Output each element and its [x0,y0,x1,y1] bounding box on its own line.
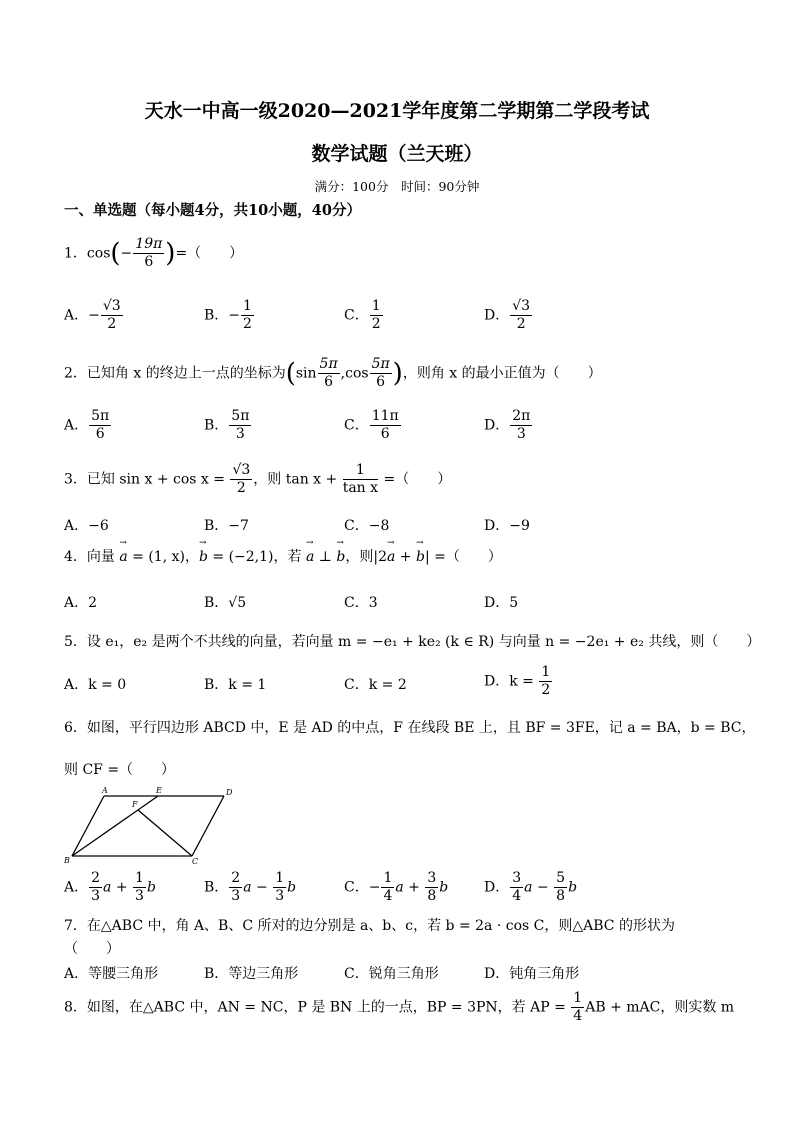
question-5: 5．设 e₁，e₂ 是两个不共线的向量，若向量 m = −e₁ + ke₂ (k ∈ R) 与向量 n = −2e₁ + e₂ 共线，则（ ） [64,634,761,650]
q4-option-b[interactable]: B．√5 [204,595,247,611]
q7-option-b[interactable]: B．等边三角形 [204,966,299,982]
q1-option-b[interactable]: B．− $\frac{1}{2}$ [204,298,252,332]
q1-option-c[interactable]: C． $\frac{1}{2}$ [344,298,381,332]
section-heading: 一、单选题（每小题4分，共10小题，40分） [64,202,361,219]
q2-option-c[interactable]: C． $\frac{11\pi}{6}$ [344,408,399,442]
question-6-line2: 则 CF =（ ） [64,762,176,778]
q5-option-a[interactable]: A．k = 0 [64,677,127,693]
label-b: B [64,856,70,865]
exam-meta: 满分：100分 时间：90分钟 [314,179,480,194]
q4-option-d[interactable]: D．5 [484,595,519,611]
q5-option-d[interactable]: D．k = $\frac{1}{2}$ [484,664,551,698]
q3-option-d[interactable]: D．−9 [484,518,530,534]
q2-option-b[interactable]: B． $\frac{5\pi}{3}$ [204,408,250,442]
question-8: 8．如图，在△ABC 中，AN = NC，P 是 BN 上的一点，BP = 3PN，若 AP = $\frac{1}{4}$ AB + mAC，则实数 m [64,990,735,1024]
q1-option-d[interactable]: D． $\frac{√3}{2}$ [484,298,531,332]
exam-title: 天水一中高一级2020—2021学年度第二学期第二学段考试 [144,100,650,122]
question-7-line2: （ ） [64,941,120,957]
edge-dc [192,796,224,856]
q4-option-a[interactable]: A．2 [64,595,98,611]
label-f: F [132,800,138,809]
q3-option-c[interactable]: C．−8 [344,518,390,534]
parallelogram-figure [64,786,234,866]
q7-option-a[interactable]: A．等腰三角形 [64,966,159,982]
label-d: D [226,788,233,797]
label-c: C [192,857,199,866]
q3-option-b[interactable]: B．−7 [204,518,249,534]
question-1: 1．cos(− $\frac{19\pi}{6}$ )=（ ） [64,236,244,270]
q5-option-c[interactable]: C．k = 2 [344,677,407,693]
question-4: 4．向量 → a = (1, x)，→ b = (−2,1)，若 → a ⊥ → b，则|2→ a + → b| =（ ） [64,546,502,566]
q6-option-a[interactable]: A． $\frac{2}{3}$ a + $\frac{1}{3}$ b [64,870,156,904]
q1-option-a[interactable]: A．− $\frac{√3}{2}$ [64,298,121,332]
segment-be [72,796,158,856]
q2-option-d[interactable]: D． $\frac{2\pi}{3}$ [484,408,531,442]
label-a: A [102,786,108,795]
q6-option-d[interactable]: D． $\frac{3}{4}$ a − $\frac{5}{8}$ b [484,870,578,904]
q6-option-c[interactable]: C．− $\frac{1}{4}$ a + $\frac{3}{8}$ b [344,870,449,904]
exam-subtitle: 数学试题（兰天班） [311,143,483,165]
q7-option-d[interactable]: D．钝角三角形 [484,966,580,982]
q2-option-a[interactable]: A． $\frac{5\pi}{6}$ [64,408,110,442]
q7-option-c[interactable]: C．锐角三角形 [344,966,439,982]
q5-option-b[interactable]: B．k = 1 [204,677,267,693]
edge-ab [72,796,104,856]
q4-option-c[interactable]: C．3 [344,595,378,611]
question-7-line1: 7．在△ABC 中，角 A、B、C 所对的边分别是 a、b、c，若 b = 2a · cos C，则△ABC 的形状为 [64,918,675,934]
q3-option-a[interactable]: A．−6 [64,518,109,534]
segment-fc [138,810,192,856]
label-e: E [156,786,162,795]
question-6-line1: 6．如图，平行四边形 ABCD 中，E 是 AD 的中点，F 在线段 BE 上，且 BF = 3FE，记 a = BA，b = BC， [64,720,756,736]
question-2: 2．已知角 x 的终边上一点的坐标为(sin $\frac{5\pi}{6}$ ,cos $\frac{5\pi}{6}$ )，则角 x 的最小正值为（ ） [64,356,602,390]
question-3: 3．已知 sin x + cos x = $\frac{√3}{2}$ ，则 tan x + $\frac{1}{\text{tan x}}$ =（ ） [64,462,452,496]
q6-option-b[interactable]: B． $\frac{2}{3}$ a − $\frac{1}{3}$ b [204,870,297,904]
